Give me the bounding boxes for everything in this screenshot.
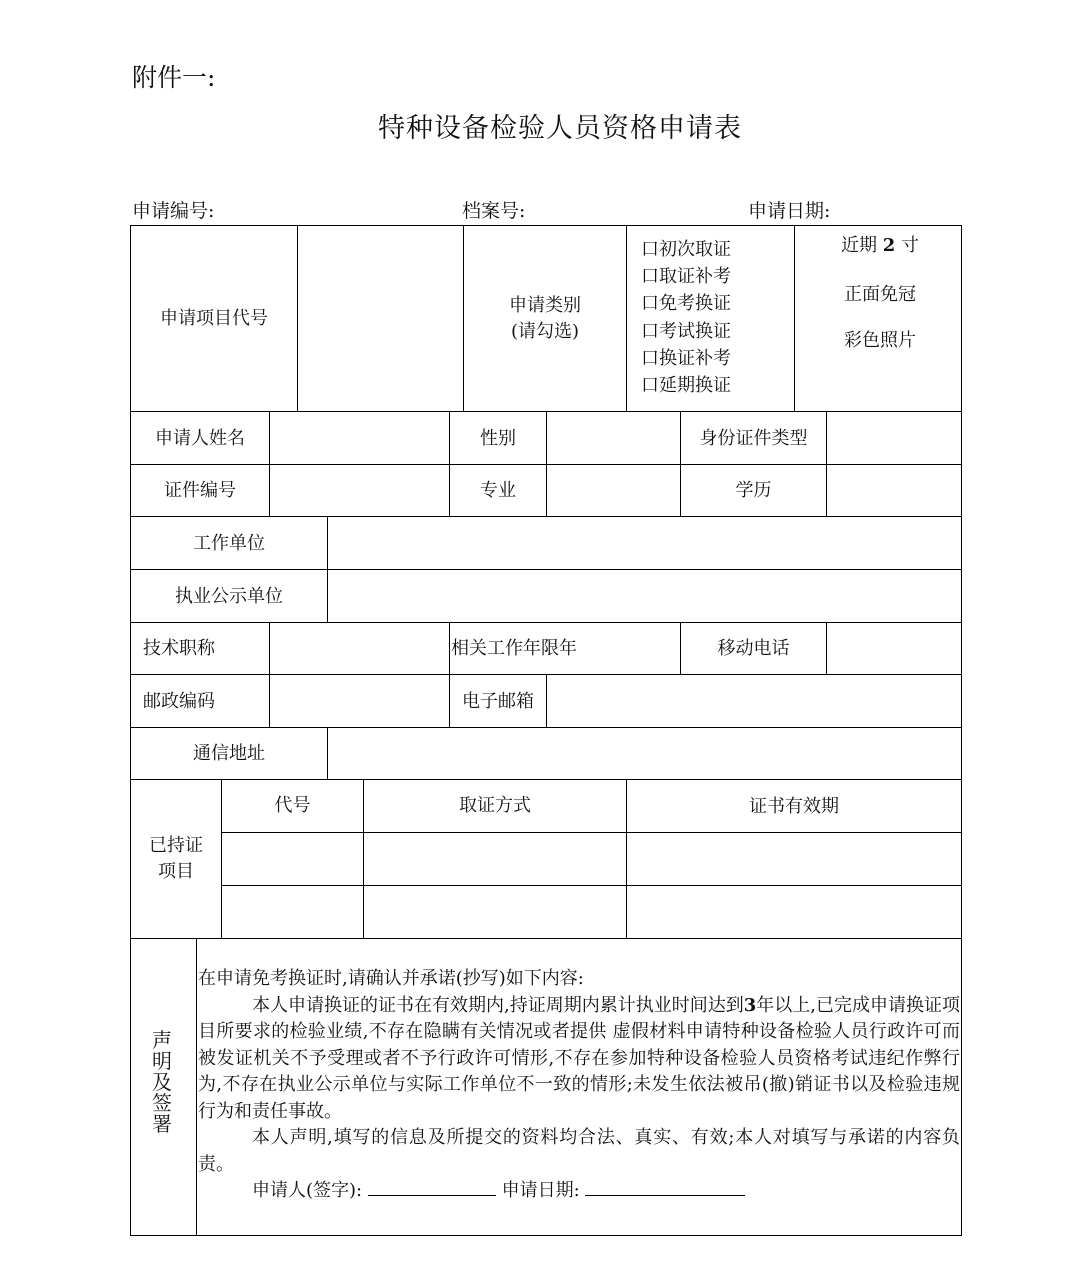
category-checkbox-list (641, 236, 731, 399)
applicant-name-label: 申请人姓名 (155, 427, 245, 449)
declaration-commitment: 本人申请换证的证书在有效期内,持证周期内累计执业时间达到3年以上,已完成申请换证项目所要求的检验业绩,不存在隐瞒有关情况或者提供 虚假材料申请特种设备检验人员行政许可而被发证机关不予受理或者不予行政许可情形,不存在参加特种设备检验人员资格考试违纪作弊行为,不存在执业公示单位与实际工作单位不一致的情形;未发生依法被吊(撤)销证书以及检验违规行为和责任事故。 (198, 994, 960, 1122)
employer-label: 工作单位 (193, 532, 265, 554)
photo-color-text: 彩色照片 (844, 330, 916, 351)
email-label: 电子邮箱 (462, 690, 534, 712)
photo-front-text: 正面免冠 (844, 284, 916, 305)
method-column-header: 取证方式 (459, 795, 531, 816)
checkbox-exempt-renew[interactable]: 口免考换证 (641, 293, 731, 315)
address-label: 通信地址 (193, 743, 265, 764)
code-column-header: 代号 (274, 795, 311, 816)
project-code-field[interactable] (298, 226, 463, 411)
declaration-text (198, 966, 960, 1205)
form-title: 特种设备检验人员资格申请表 (378, 113, 742, 144)
photo-size-text: 近期 2 寸 (841, 235, 919, 256)
checkbox-exam-renew[interactable]: 口考试换证 (641, 320, 731, 342)
category-label-text: 申请类别 (509, 294, 581, 316)
id-type-label: 身份证件类型 (699, 427, 808, 449)
declaration-statement: 本人声明,填写的信息及所提交的资料均合法、真实、有效;本人对填写与承诺的内容负责。 (198, 1127, 960, 1175)
file-number-label: 档案号: (462, 200, 526, 222)
declaration-intro: 在申请免考换证时,请确认并承诺(抄写)如下内容: (198, 968, 584, 989)
checkbox-renew-retake[interactable]: 口换证补考 (641, 347, 731, 369)
practice-unit-label: 执业公示单位 (175, 585, 283, 607)
held-projects-label: 已持证 项目 (149, 835, 203, 882)
application-number-label: 申请编号: (132, 200, 215, 222)
signature-date-field[interactable] (585, 1179, 745, 1196)
postcode-label: 邮政编码 (143, 690, 215, 712)
project-code-label: 申请项目代号 (160, 308, 268, 329)
work-years-label: 相关工作年限年 (451, 638, 577, 659)
category-label (464, 226, 626, 411)
signature-field[interactable] (368, 1179, 496, 1196)
signature-line: 申请人(签字): 申请日期: (198, 1178, 960, 1205)
category-hint-text: (请勾选) (510, 320, 580, 342)
checkbox-initial[interactable]: 口初次取证 (641, 239, 731, 260)
application-date-label: 申请日期: (748, 200, 831, 222)
mobile-label: 移动电话 (717, 638, 790, 659)
gender-label: 性别 (480, 427, 516, 449)
checkbox-retake[interactable]: 口取证补考 (641, 266, 731, 288)
major-label: 专业 (480, 480, 516, 501)
validity-column-header: 证书有效期 (749, 795, 839, 817)
attachment-label: 附件一: (132, 63, 216, 92)
declaration-heading: 声 明 及 签 署 (152, 1028, 172, 1136)
education-label: 学历 (735, 480, 772, 501)
tech-title-label: 技术职称 (143, 638, 215, 659)
checkbox-extend-renew[interactable]: 口延期换证 (641, 375, 731, 397)
id-number-label: 证件编号 (164, 480, 236, 501)
